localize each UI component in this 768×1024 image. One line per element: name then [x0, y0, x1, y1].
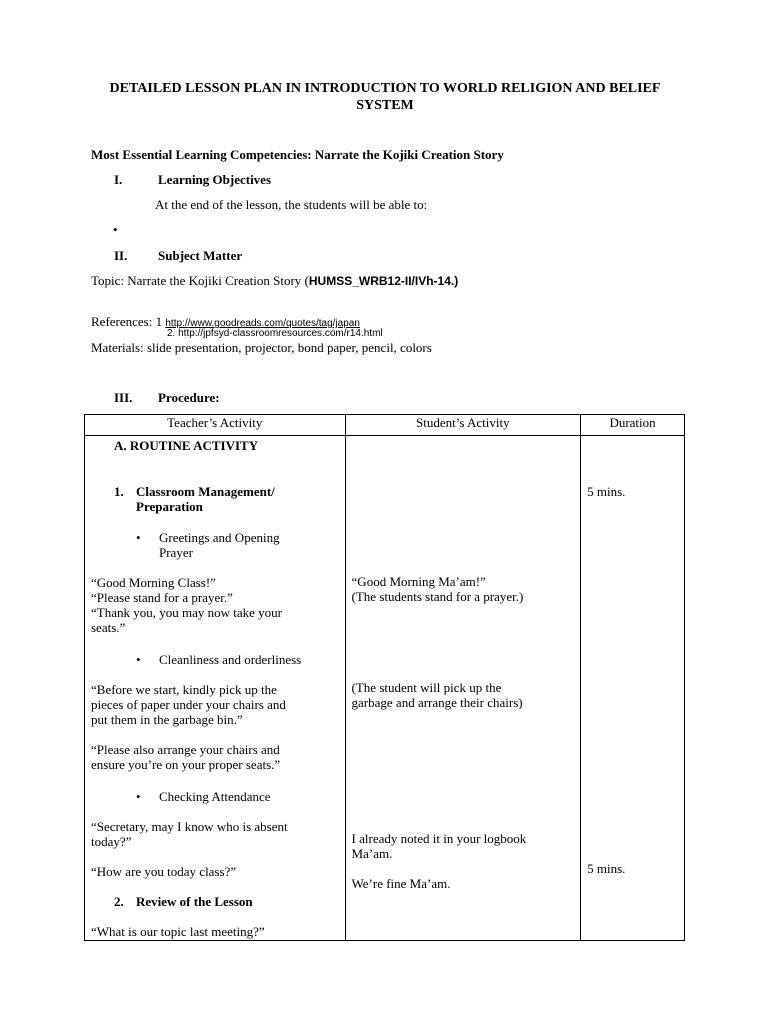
header-duration: Duration: [581, 415, 685, 436]
classroom-mgmt-heading-1: Classroom Management/: [136, 484, 275, 499]
procedure-table: [84, 414, 685, 941]
cleanliness-heading: Cleanliness and orderliness: [159, 652, 302, 667]
duration-1: 5 mins.: [587, 484, 626, 499]
student-activity-cell: [345, 436, 581, 941]
table-header-row: [85, 415, 685, 436]
objective-intro: At the end of the lesson, the students will be able to:: [155, 197, 428, 212]
materials-line: Materials: slide presentation, projector, bond paper, pencil, colors: [91, 340, 432, 355]
cleanliness-line-3: put them in the garbage bin.”: [91, 712, 243, 727]
cleanliness-line-1: “Before we start, kindly pick up the: [91, 682, 277, 697]
greetings-heading-2: Prayer: [159, 545, 193, 560]
review-question: “What is our topic last meeting?”: [91, 924, 265, 939]
attendance-line-2: today?”: [91, 834, 132, 849]
teacher-activity-cell: [85, 436, 346, 941]
greeting-line-3: “Thank you, you may now take your: [91, 605, 282, 620]
section-one-heading: Learning Objectives: [158, 172, 272, 187]
topic-code: HUMSS_WRB12-II/IVh-14.): [308, 274, 459, 288]
duration-2: 5 mins.: [587, 861, 626, 876]
student-line-5: I already noted it in your logbook: [351, 831, 527, 846]
classroom-mgmt-heading-2: Preparation: [136, 499, 203, 514]
topic-text: Topic: Narrate the Kojiki Creation Story (: [91, 273, 309, 288]
student-line-7: We’re fine Ma’am.: [351, 876, 451, 891]
greeting-line-2: “Please stand for a prayer.”: [91, 590, 233, 605]
student-line-1: “Good Morning Ma’am!”: [351, 574, 486, 589]
greeting-line-4: seats.”: [91, 620, 126, 635]
reference-link-1[interactable]: http://www.goodreads.com/quotes/tag/japan: [165, 318, 360, 329]
student-line-4: garbage and arrange their chairs): [351, 695, 523, 710]
greetings-heading-1: Greetings and Opening: [159, 530, 280, 545]
student-line-6: Ma’am.: [351, 846, 393, 861]
review-heading: Review of the Lesson: [136, 894, 253, 909]
routine-heading: A. ROUTINE ACTIVITY: [114, 438, 259, 453]
bullet-cleanliness: •: [136, 652, 141, 667]
header-student-activity: Student’s Activity: [345, 415, 581, 436]
greeting-line-1: “Good Morning Class!”: [91, 575, 216, 590]
attendance-line-1: “Secretary, may I know who is absent: [91, 819, 288, 834]
duration-cell: [581, 436, 685, 941]
table-row: [85, 436, 685, 941]
header-teacher-activity: Teacher’s Activity: [85, 415, 346, 436]
section-three-number: III.: [114, 390, 133, 405]
student-line-3: (The student will pick up the: [351, 680, 502, 695]
bullet-attendance: •: [136, 789, 141, 804]
competency-line: Most Essential Learning Competencies: Narrate the Kojiki Creation Story: [91, 147, 504, 162]
section-three-heading: Procedure:: [158, 390, 220, 405]
topic-line: [91, 273, 458, 289]
review-number: 2.: [114, 894, 124, 909]
cleanliness-line-2: pieces of paper under your chairs and: [91, 697, 286, 712]
bullet-greetings: •: [136, 530, 141, 545]
section-one-number: I.: [114, 172, 123, 187]
student-line-2: (The students stand for a prayer.): [351, 589, 524, 604]
chairs-line-2: ensure you’re on your proper seats.”: [91, 757, 281, 772]
how-are-you-line: “How are you today class?”: [91, 864, 237, 879]
references-label: References: 1: [91, 314, 163, 329]
classroom-mgmt-number: 1.: [114, 484, 124, 499]
section-two-number: II.: [114, 248, 128, 263]
attendance-heading: Checking Attendance: [159, 789, 271, 804]
chairs-line-1: “Please also arrange your chairs and: [91, 742, 280, 757]
reference-link-2: 2. http://jpfsyd-classroomresources.com/r14.html: [167, 328, 383, 339]
document-title: DETAILED LESSON PLAN IN INTRODUCTION TO WORLD RELIGION AND BELIEF SYSTEM: [109, 81, 661, 113]
objective-bullet: •: [113, 222, 118, 237]
section-two-heading: Subject Matter: [158, 248, 243, 263]
